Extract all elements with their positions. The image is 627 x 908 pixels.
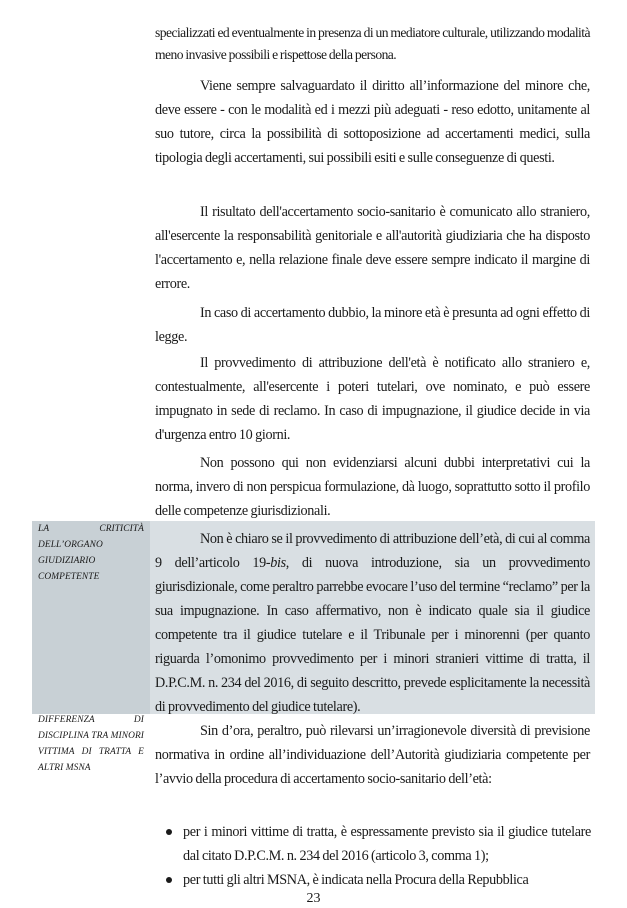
paragraph-5: Il provvedimento di attribuzione dell'età è notificato allo straniero e, contestualmente, all'esercente i poteri tutelari, ove nominato, e può essere impugnato in sede di reclamo. In caso di impugnazione, il giudice decide in via d'urgenza entro 10 giorni. xyxy=(155,355,590,443)
paragraph-8: Sin d’ora, peraltro, può rilevarsi un’irragionevole diversità di previsione normativa in ordine all’individuazione dell’Autorità giudiziaria competente per l’avvio della procedura di accertamento socio-sanitario dell’età: xyxy=(155,723,590,787)
paragraph-7-text-a: Non è chiaro se il provvedimento di attribuzione dell’età, di cui al comma 9 dell’articolo 19- xyxy=(155,531,590,571)
bullet-icon xyxy=(166,877,172,883)
paragraph-6: Non possono qui non evidenziarsi alcuni dubbi interpretativi cui la norma, invero di non perspicua formulazione, dà luogo, soprattutto sotto il profilo delle competenze giurisdizionali. xyxy=(155,455,590,519)
paragraph-1: specializzati ed eventualmente in presenza di un mediatore culturale, utilizzando modalità meno invasive possibili e rispettose della persona. xyxy=(155,25,590,62)
margin-note-organo-competente: LA CRITICITÀ DELL’ORGANO GIUDIZIARIO COMPETENTE xyxy=(38,524,144,582)
bullet-icon xyxy=(166,829,172,835)
margin-note-differenza-disciplina: DIFFERENZA DI DISCIPLINA TRA MINORI VITTIMA DI TRATTA E ALTRI MSNA xyxy=(38,715,144,773)
paragraph-2: Viene sempre salvaguardato il diritto all’informazione del minore che, deve essere - con le modalità ed i mezzi più adeguati - reso edotto, unitamente al suo tutore, circa la possibilità di sottoposizione ad accertamenti medici, sulla tipologia degli accertamenti, sui possibili esiti e sulle conseguenze di questi. xyxy=(155,78,590,166)
paragraph-7-text-b: , di nuova introduzione, sia un provvedimento giurisdizionale, come peraltro parrebbe evocare l’uso del termine “reclamo” per la sua impugnazione. In caso affermativo, non è indicato quale sia il giudice competente tra il giudice tutelare e il Tribunale per i minorenni (per quanto riguarda l’omonimo provvedimento per i minori stranieri vittime di tratta, il D.P.C.M. n. 234 del 2016, di seguito descritto, prevede esplicitamente la necessità di provvedimento del giudice tutelare). xyxy=(155,555,590,715)
paragraph-7-italic: bis xyxy=(270,555,286,571)
paragraph-4: In caso di accertamento dubbio, la minore età è presunta ad ogni effetto di legge. xyxy=(155,305,590,345)
list-item-text: per tutti gli altri MSNA, è indicata nella Procura della Repubblica xyxy=(183,872,529,888)
paragraph-7 xyxy=(155,527,590,719)
paragraph-3: Il risultato dell'accertamento socio-sanitario è comunicato allo straniero, all'esercente la responsabilità genitoriale e all'autorità giudiziaria che ha disposto l'accertamento e, nella relazione finale deve essere sempre indicato il margine di errore. xyxy=(155,204,590,292)
list-item-text: per i minori vittime di tratta, è espressamente previsto sia il giudice tutelare dal citato D.P.C.M. n. 234 del 2016 (articolo 3, comma 1); xyxy=(183,824,591,864)
page-number: 23 xyxy=(306,891,321,906)
